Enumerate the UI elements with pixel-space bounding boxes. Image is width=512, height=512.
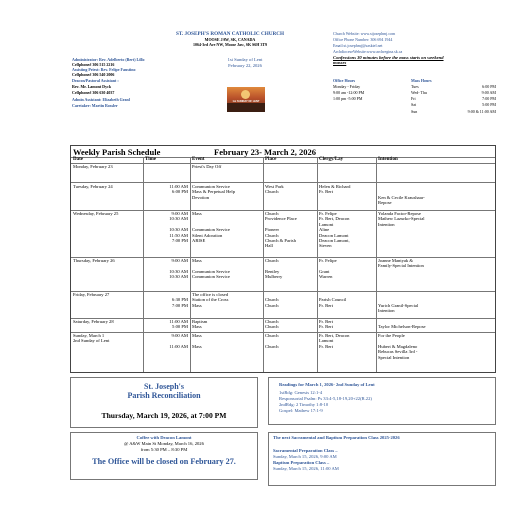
table-cell-place: Church Church <box>265 297 279 308</box>
table-cell-date: Friday, February 27 <box>73 292 110 297</box>
coffee-line-2: from 5:30 PM – 8:30 PM <box>140 447 188 452</box>
table-cell-intention: Yurich Granil-Special Intention <box>378 302 419 314</box>
table-cell-date: Sunday, March 1 2nd Sunday of Lent <box>73 333 110 344</box>
schedule-table <box>70 145 496 373</box>
reconciliation-date: Thursday, March 19, 2026, at 7:00 PM <box>101 411 227 420</box>
preparation-box <box>268 432 496 486</box>
mass-time-3: 7:00 PM <box>482 96 496 101</box>
coffee-line-1: @ A&W Main St Monday, March 16, 2026 <box>124 441 204 446</box>
table-cell-clergy: Fr. Felipe Fr. Bert, Deacon Lamont Aline Deacon Lamont Deacon Lamont, Steven <box>319 211 350 249</box>
ground-shape <box>227 103 265 112</box>
table-cell-place: West Park Church <box>265 184 284 195</box>
baptism-date: Sunday, March 15, 2026, 11:00 AM <box>273 466 339 471</box>
baptism-title: Baptism Preparation Class – <box>273 460 330 465</box>
church-address: 1064-3rd Ave NW, Moose Jaw, SK S6H 3T9 <box>192 42 268 47</box>
table-cell-time: 9:00 AM 10:30 AM 10:30 AM 11:50 AM 7:00 PM <box>169 211 188 244</box>
table-cell-clergy: Fr. Bert, Deacon Lamont Fr. Bert <box>319 333 350 349</box>
table-cell-place: Church Church <box>265 333 279 349</box>
table-cell-clergy: Fr. Felipe Grant Warren <box>319 258 337 280</box>
col-divider <box>143 157 144 372</box>
table-cell-event: The office is closed Station of the Cross Mass <box>192 292 229 308</box>
table-cell-event: Mass Mass <box>192 333 202 349</box>
administrator-cell: Cellphone# 306 515 2216 <box>72 62 115 67</box>
table-cell-time: 9:00 AM 11:00 AM <box>169 333 188 349</box>
deacon-title: Deacon/Pastoral Assistant : <box>72 78 119 83</box>
col-divider <box>263 157 264 372</box>
schedule-title: Weekly Parish Schedule <box>73 147 161 157</box>
sunday-title: 1st Sunday of Lent <box>227 57 263 62</box>
mass-day-3: Fri <box>411 96 416 101</box>
sun-shape <box>241 90 250 99</box>
col-header-intention: Intention <box>378 157 398 162</box>
sacramental-title: Sacramental Preparation Class – <box>273 448 338 453</box>
table-cell-date: Monday, February 23 <box>73 164 113 169</box>
col-divider <box>190 157 191 372</box>
mass-time-1: 6:00 PM <box>482 84 496 89</box>
mass-time-4: 5:00 PM <box>482 102 496 107</box>
sunday-date: February 22, 2026 <box>228 63 262 68</box>
table-cell-clergy: Helen & Richard Fr. Bert <box>319 184 351 195</box>
table-cell-event: Mass Communion Service Silent Adoration ARISE <box>192 211 230 244</box>
coffee-box <box>70 432 258 480</box>
archdiocese-link[interactable]: ArchdioceseWebsite:www.archregina.sk.ca <box>333 49 403 54</box>
caretaker: Caretaker: Martin Rossler <box>72 103 118 108</box>
administrator: Administrator: Rev. Adelberto (Bert) Lillo <box>72 57 145 62</box>
reconciliation-line-2: Parish Reconciliation <box>127 391 201 400</box>
col-divider <box>376 157 377 372</box>
table-cell-event: Communion Service Mass & Perpetual Help Devotion <box>192 184 235 200</box>
readings-box <box>268 377 496 425</box>
mass-time-2: 9:00 AM <box>481 90 496 95</box>
preparation-title: The next Sacramental and Baptism Preparation Class 2025-2026 <box>273 435 400 440</box>
col-header-clergy: Clergy/Lay <box>319 157 344 162</box>
email-link[interactable]: Email:st.josephmj@sasktel.net <box>333 43 383 48</box>
table-cell-event: Baptism Mass <box>192 319 208 330</box>
col-header-date: Date <box>73 157 83 162</box>
row-divider <box>71 182 495 183</box>
table-cell-intention: Yolanda Factor-Repose Mathew Lazurko-Special Intention <box>378 211 425 227</box>
assisting-priest: Assisting Priest: Rev. Felipe Faustino <box>72 67 136 72</box>
reading-line-4: Gospel: Mathew 17:1-9 <box>279 408 323 413</box>
mass-time-5: 9:00 & 11:00 AM <box>467 109 496 114</box>
table-cell-intention: Taylor Michelson-Repose <box>378 324 426 330</box>
table-cell-date: Wednesday, February 25 <box>73 211 119 216</box>
table-cell-clergy: Parish Council Fr. Bert <box>319 297 347 308</box>
col-header-place: Place <box>265 157 277 162</box>
church-city: MOOSE JAW, SK, CANADA <box>204 37 256 42</box>
table-cell-intention: Ken & Cecile Kraushaar- Repose <box>378 194 425 206</box>
office-hours-title: Office Hours <box>333 78 356 83</box>
church-website[interactable]: Church Website: www.stjosephmj.com <box>333 31 396 36</box>
schedule-range: February 23- March 2, 2026 <box>214 147 317 157</box>
table-cell-intention: For the People Hubert & Magdaleno Rebucas Sevilla 3rd - Special Intention <box>378 333 418 360</box>
table-cell-time: 11:00 AM 6:00 PM <box>169 184 188 195</box>
office-hours-line-2: 9:00 am -12:00 PM <box>333 90 365 95</box>
mass-day-2: Wed- Thu <box>411 90 427 95</box>
mass-day-4: Sat <box>411 102 417 107</box>
table-cell-date: Saturday, February 28 <box>73 319 114 324</box>
reconciliation-line-1: St. Joseph's <box>143 382 184 391</box>
deacon-name: Rev. Mr. Lamont Dyck <box>72 84 112 89</box>
church-name: ST. JOSEPH'S ROMAN CATHOLIC CHURCH <box>175 31 285 37</box>
reading-line-1: 1stRdg: Genesis 12:1-4 <box>279 390 323 395</box>
deacon-cell: Cellphone# 306 630 4037 <box>72 90 115 95</box>
table-cell-event: Mass Communion Service Communion Service <box>192 258 230 280</box>
table-cell-time: 6:30 PM 7:00 PM <box>172 297 188 308</box>
assisting-cell: Cellphone# 306 540 2006 <box>72 72 115 77</box>
table-cell-event: Priest's Day Off <box>192 164 222 169</box>
table-cell-date: Thursday, February 26 <box>73 258 115 263</box>
confession-note: Confessions 30 minutes before the mass starts on weekend masses <box>333 55 444 66</box>
col-divider <box>317 157 318 372</box>
reading-line-3: 2ndRdg: 2 Timothy 1:8-10 <box>279 402 329 407</box>
table-cell-place: Church Providence Place Pioneer Church Church & Parish Hall <box>265 211 297 249</box>
col-header-time: Time <box>145 157 157 162</box>
table-cell-clergy: Fr. Bert Fr. Bert <box>319 319 334 330</box>
coffee-title: Coffee with Deacon Lamont <box>136 435 192 440</box>
reading-line-2: Responsorial Psalm: Ps 33:4-5,18-19,20+22(R.22) <box>279 396 372 401</box>
table-cell-intention: Joanne Mantyak & Family-Special Intention <box>378 258 424 269</box>
row-divider <box>71 157 495 158</box>
mass-hours-title: Mass Hours <box>411 78 432 83</box>
table-cell-place: Church Church <box>265 319 279 330</box>
reconciliation-box <box>70 377 258 428</box>
office-phone: Office Phone Number: 306 694 1944 <box>333 37 393 42</box>
mass-day-1: Tues <box>411 84 419 89</box>
col-header-event: Event <box>192 157 205 162</box>
image-caption: 1st SUNDAY OF LENT <box>232 100 260 103</box>
mass-day-5: Sun <box>411 109 418 114</box>
readings-title: Readings for March 1, 2026- 2nd Sunday of Lent <box>279 382 375 387</box>
office-hours-line-3: 1:00 pm -5:00 PM <box>333 96 363 101</box>
admin-assistant: Admin Assistant: Elizabeth Granl <box>72 97 130 102</box>
table-cell-time: 9:00 AM 10:30 AM 10:30 AM <box>169 258 188 280</box>
table-cell-date: Tuesday, February 24 <box>73 184 113 189</box>
office-hours-line-1: Monday - Friday <box>333 84 361 89</box>
sacramental-date: Sunday, March 15, 2026, 9:00 AM <box>273 454 337 459</box>
table-cell-time: 11:00 AM 5:00 PM <box>169 319 188 330</box>
table-cell-place: Church Bentley Mulberry <box>265 258 283 280</box>
office-closed-note: The Office will be closed on February 27. <box>92 457 236 466</box>
lent-image <box>227 87 265 112</box>
